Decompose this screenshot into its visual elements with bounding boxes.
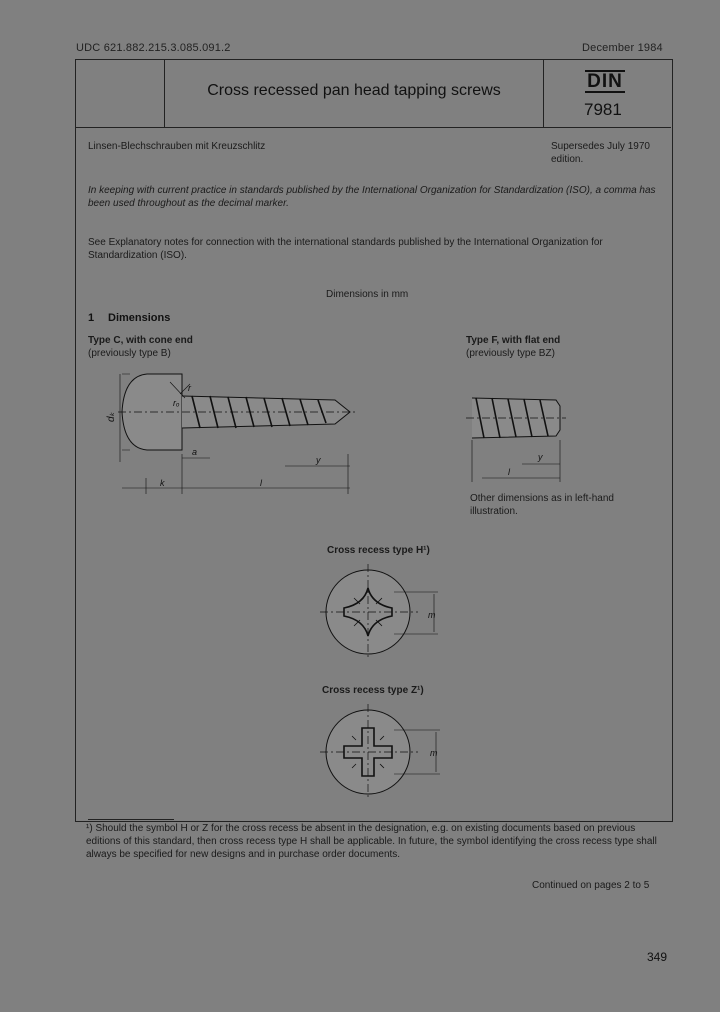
type-f-previous: (previously type BZ) <box>466 348 555 359</box>
label-l-flat: l <box>508 467 510 477</box>
units-note: Dimensions in mm <box>326 289 409 300</box>
label-r: r <box>188 383 191 393</box>
page-number: 349 <box>647 950 668 964</box>
supersedes-note: Supersedes July 1970 edition. <box>551 141 650 165</box>
recess-z-label: Cross recess type Z¹) <box>322 685 424 696</box>
label-m-h: m <box>428 610 436 620</box>
label-l: l <box>260 478 262 488</box>
section-heading: Dimensions <box>108 312 171 324</box>
footnote-rule <box>88 819 174 820</box>
title-divider-right <box>543 59 544 127</box>
section-number: 1 <box>88 312 95 324</box>
recess-h-label: Cross recess type H¹) <box>327 545 430 556</box>
footnote: ¹) Should the symbol H or Z for the cross recess be absent in the designation, e.g. on existing documents based on previous editions of this standard, then cross recess type H shall be applicable. In future, the symbol identifying the cross recess type shall always be specified for new designs and in purchase order documents. <box>86 823 657 860</box>
type-c-previous: (previously type B) <box>88 348 171 359</box>
document-title: Cross recessed pan head tapping screws <box>207 82 501 99</box>
type-c-screw-drawing <box>100 362 370 502</box>
din-logo-text: DIN <box>585 70 625 93</box>
label-m-z: m <box>430 748 438 758</box>
decimal-comma-note: In keeping with current practice in standards published by the International Organization for Standardization (ISO), a comma has been used throughout as the decimal marker. <box>88 185 656 209</box>
type-c-label: Type C, with cone end <box>88 335 193 346</box>
german-title: Linsen-Blechschrauben mit Kreuzschlitz <box>88 141 266 152</box>
label-y-flat: y <box>538 452 543 462</box>
type-f-screw-drawing <box>462 386 572 486</box>
label-a: a <box>192 447 198 457</box>
label-rf: rₒ <box>173 398 180 408</box>
explanatory-note: See Explanatory notes for connection with the international standards published by the International Organization for Standardization (ISO). <box>88 237 603 261</box>
continued-note: Continued on pages 2 to 5 <box>532 880 650 891</box>
label-k: k <box>160 478 165 488</box>
label-y: y <box>316 455 321 465</box>
cross-recess-h-drawing <box>318 560 448 670</box>
publication-date: December 1984 <box>582 42 663 54</box>
cross-recess-z-drawing <box>318 700 448 810</box>
din-logo <box>585 70 625 93</box>
type-f-label: Type F, with flat end <box>466 335 561 346</box>
other-dimensions-note: Other dimensions as in left-hand illustration. <box>470 493 614 517</box>
din-number: 7981 <box>584 100 622 119</box>
label-dk: dₖ <box>106 412 117 422</box>
udc-code: UDC 621.882.215.3.085.091.2 <box>76 42 231 54</box>
